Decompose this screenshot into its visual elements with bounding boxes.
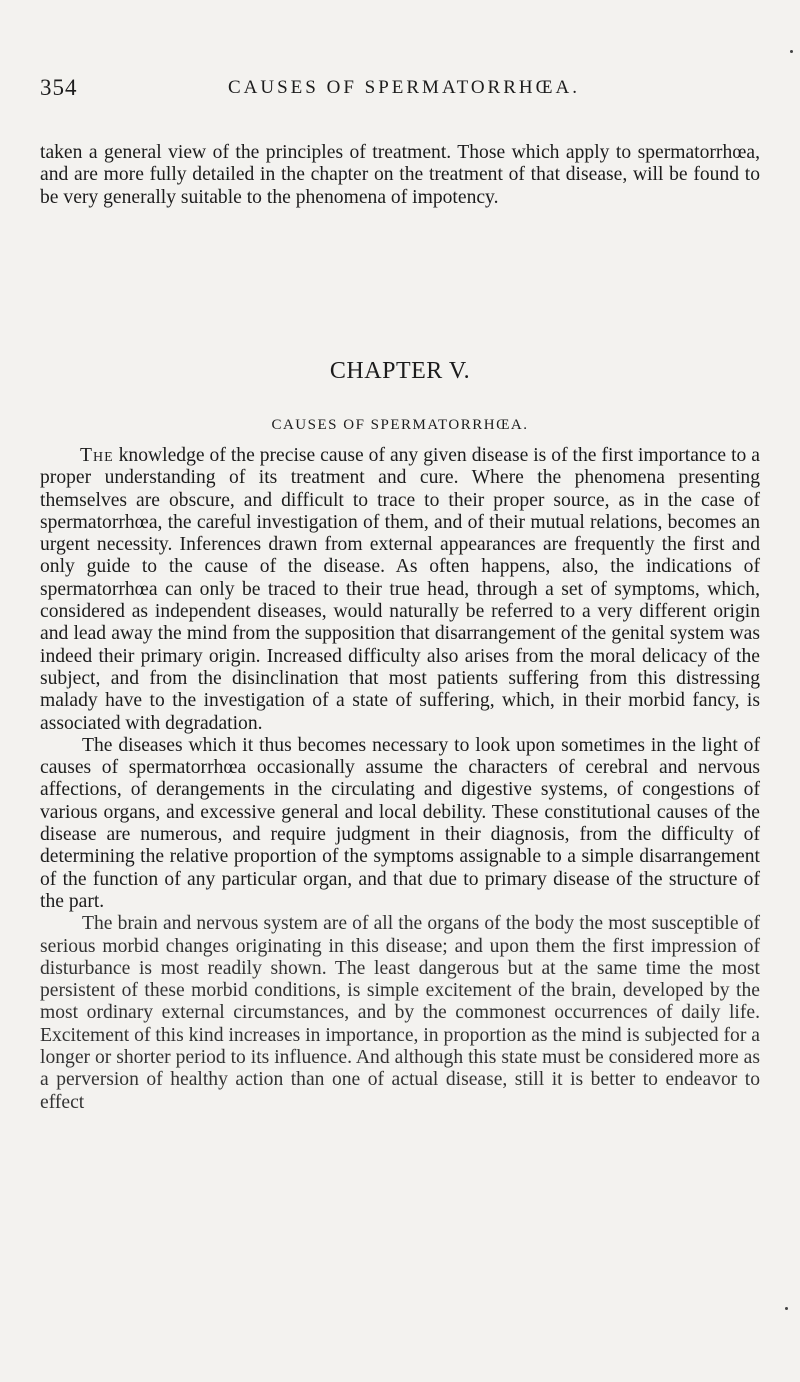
chapter-paragraph-2: The diseases which it thus becomes necessary to look upon sometimes in the light of causes of spermatorrhœa occasionally assume the characters of cerebral and nervous affections, of derangements in the circulating and digestive systems, of congestions of various organs, and excessive general and local debility. These constitutional causes of the disease are numerous, and require judgment in their diagnosis, from the difficulty of determining the relative proportion of the symptoms assignable to a simple disarrangement of the function of any particular organ, and that due to primary disease of the structure of the part. [40, 734, 760, 912]
chapter-subtitle: CAUSES OF SPERMATORRHŒA. [271, 417, 529, 433]
chapter-paragraph-3: The brain and nervous system are of all the organs of the body the most susceptible of serious morbid changes originating in this disease; and upon them the first impression of disturbance is most readily shown. The least dangerous but at the same time the most persistent of these morbid conditions, is simple excitement of the brain, developed by the most ordinary external circumstances, and by the commonest occurrences of daily life. Excitement of this kind increases in importance, in proportion as the mind is subjected for a longer or shorter period to its influence. And although this state must be considered more as a perversion of healthy action than one of actual disease, still it is better to endeavor to effect [40, 913, 760, 1113]
chapter-paragraph-1-text: knowledge of the precise cause of any given disease is of the first importance to a proper understanding of its treatment and cure. Where the phenomena presenting themselves are obscure, and difficult to trace to their proper source, as in the case of spermatorrhœa, the careful investigation of them, and of their mutual relations, becomes an urgent necessity. Inferences drawn from external appearances are frequently the first and only guide to the cause of the disease. As often happens, also, the indications of spermatorrhœa can only be traced to their true head, through a set of symptoms, which, considered as independent diseases, would naturally be referred to a very different origin and lead away the mind from the supposition that disarrangement of the genital system was indeed their primary origin. Increased difficulty also arises from the moral delicacy of the subject, and from the disinclination that most patients suffering from this distressing malady have to the investigation of a state of suffering, which, in their morbid fancy, is associated with degradation. [40, 445, 760, 734]
opening-word: The [80, 445, 114, 466]
print-speck [790, 50, 793, 53]
chapter-paragraph-1 [40, 445, 760, 735]
chapter-body [40, 445, 760, 1114]
page-number: 354 [40, 75, 78, 100]
running-title: CAUSES OF SPERMATORRHŒA. [228, 77, 580, 98]
print-speck [785, 1307, 788, 1310]
running-head [0, 75, 800, 105]
chapter-title: CHAPTER V. [329, 358, 471, 384]
intro-paragraph: taken a general view of the principles of treatment. Those which apply to spermatorrhœa, and are more fully detailed in the chapter on the treatment of that disease, will be found to be very generally suitable to the phenomena of impotency. [40, 142, 760, 208]
